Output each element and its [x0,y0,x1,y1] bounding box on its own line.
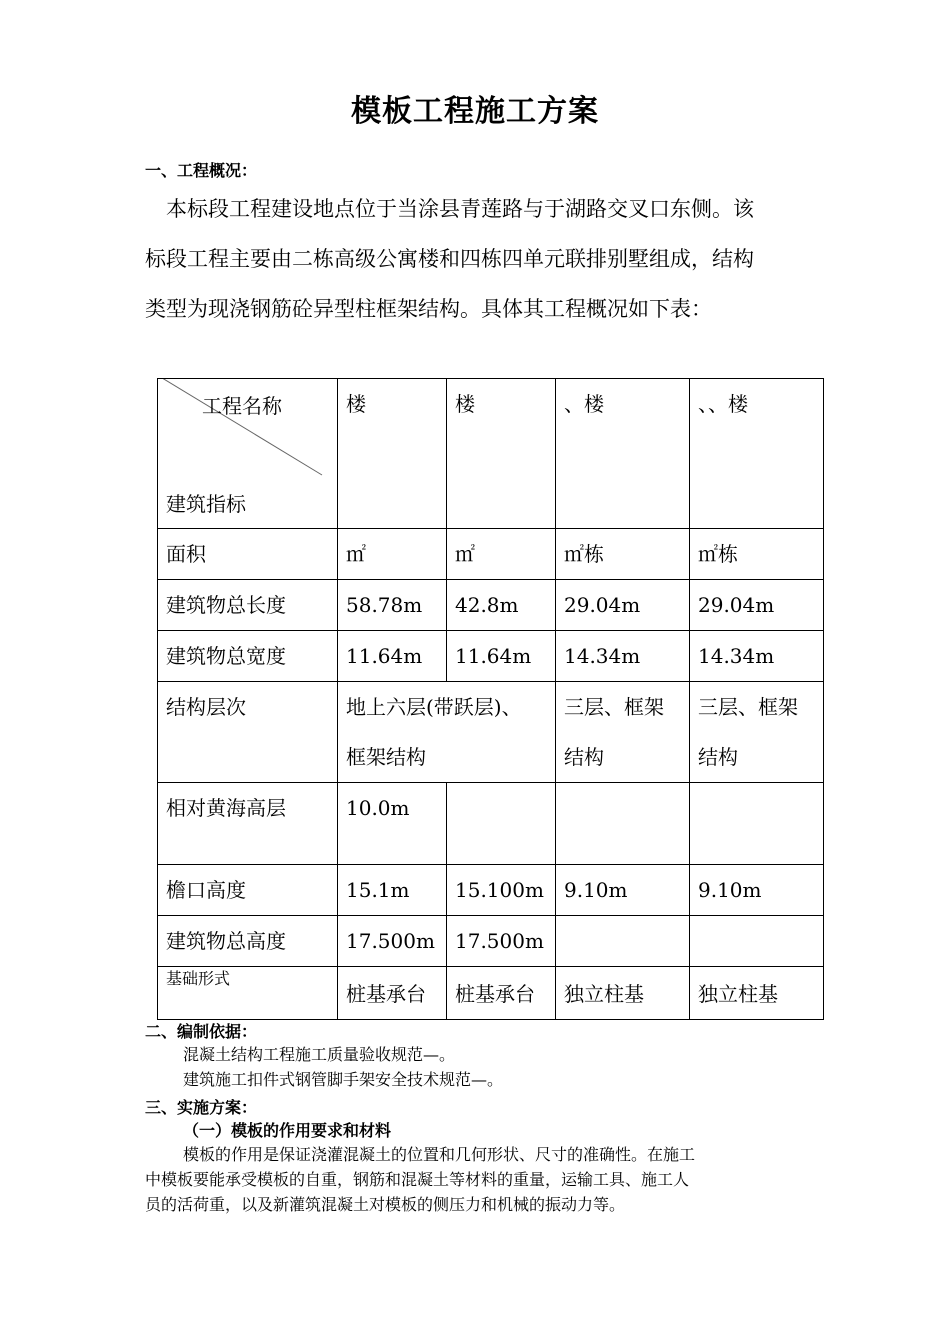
row-label: 基础形式 [158,967,338,1020]
corner-top-label: 工程名称 [202,394,282,418]
row-label: 檐口高度 [158,865,338,916]
table-cell [690,783,824,865]
section2-heading: 二、编制依据： [145,1022,258,1041]
section1-heading: 一、工程概况： [145,161,258,180]
table-cell: 10.0m [338,783,447,865]
section3-subheading: （一）模板的作用要求和材料 [183,1121,392,1140]
table-cell [447,783,556,865]
document-title: 模板工程施工方案 [351,94,599,129]
table-cell-merged [338,682,556,783]
reference-item: 混凝土结构工程施工质量验收规范—。 [183,1045,456,1064]
table-cell: 桩基承台 [338,967,447,1020]
row-label: 相对黄海高层 [158,783,338,865]
reference-item: 建筑施工扣件式钢管脚手架安全技术规范—。 [183,1070,504,1089]
section1-intro [145,184,805,334]
table-cell: 15.100m [447,865,556,916]
table-row [158,865,824,916]
paragraph-line: 模板的作用是保证浇灌混凝土的位置和几何形状、尺寸的准确性。在施工 [183,1145,696,1164]
table-cell: 58.78m [338,580,447,631]
row-label: 面积 [158,529,338,580]
section2-list [145,1042,810,1092]
row-label: 建筑物总宽度 [158,631,338,682]
intro-line: 本标段工程建设地点位于当涂县青莲路与于湖路交叉口东侧。该 [166,197,754,221]
intro-line: 标段工程主要由二栋高级公寓楼和四栋四单元联排别墅组成，结构 [145,247,754,271]
cell-line: 框架结构 [346,745,426,769]
section3-heading: 三、实施方案： [145,1098,258,1117]
table-header-row [158,379,824,529]
table-cell: ㎡栋 [556,529,690,580]
corner-bottom-label: 建筑指标 [166,492,246,516]
table-cell: 桩基承台 [447,967,556,1020]
table-cell [690,916,824,967]
table-cell [556,916,690,967]
table-row [158,631,824,682]
paragraph-line: 中模板要能承受模板的自重，钢筋和混凝土等材料的重量，运输工具、施工人 [145,1170,690,1189]
table-cell: 15.1m [338,865,447,916]
row-label: 建筑物总高度 [158,916,338,967]
cell-line: 三层、框架 [564,695,664,719]
table-cell: 29.04m [556,580,690,631]
table-cell: 9.10m [556,865,690,916]
project-overview-table [157,378,824,1020]
header-cell: 楼 [338,379,447,529]
section3-paragraph [145,1142,810,1217]
paragraph-line: 员的活荷重，以及新灌筑混凝土对模板的侧压力和机械的振动力等。 [145,1195,626,1214]
table-cell: 29.04m [690,580,824,631]
table-cell [690,682,824,783]
cell-line: 结构 [564,745,604,769]
table-cell: 42.8m [447,580,556,631]
header-cell: 、、楼 [690,379,824,529]
table-cell: 独立柱基 [690,967,824,1020]
table-row [158,916,824,967]
table-cell: ㎡ [338,529,447,580]
table-cell [556,783,690,865]
table-row [158,682,824,783]
cell-line: 结构 [698,745,738,769]
intro-line: 类型为现浇钢筋砼异型柱框架结构。具体其工程概况如下表： [145,297,712,321]
table-cell: 14.34m [556,631,690,682]
table-cell: 17.500m [338,916,447,967]
row-label: 结构层次 [158,682,338,783]
table-cell: ㎡栋 [690,529,824,580]
cell-line: 三层、框架 [698,695,798,719]
table-row [158,967,824,1020]
table-cell: 11.64m [447,631,556,682]
table-cell: 9.10m [690,865,824,916]
table-cell: ㎡ [447,529,556,580]
table-row [158,783,824,865]
table-cell: 14.34m [690,631,824,682]
table-cell [556,682,690,783]
corner-header-cell [158,379,338,529]
table-cell: 11.64m [338,631,447,682]
table-row [158,529,824,580]
table-cell: 独立柱基 [556,967,690,1020]
table-cell: 17.500m [447,916,556,967]
row-label: 建筑物总长度 [158,580,338,631]
table-row [158,580,824,631]
cell-line: 地上六层(带跃层)、 [346,695,522,719]
header-cell: 楼 [447,379,556,529]
header-cell: 、楼 [556,379,690,529]
